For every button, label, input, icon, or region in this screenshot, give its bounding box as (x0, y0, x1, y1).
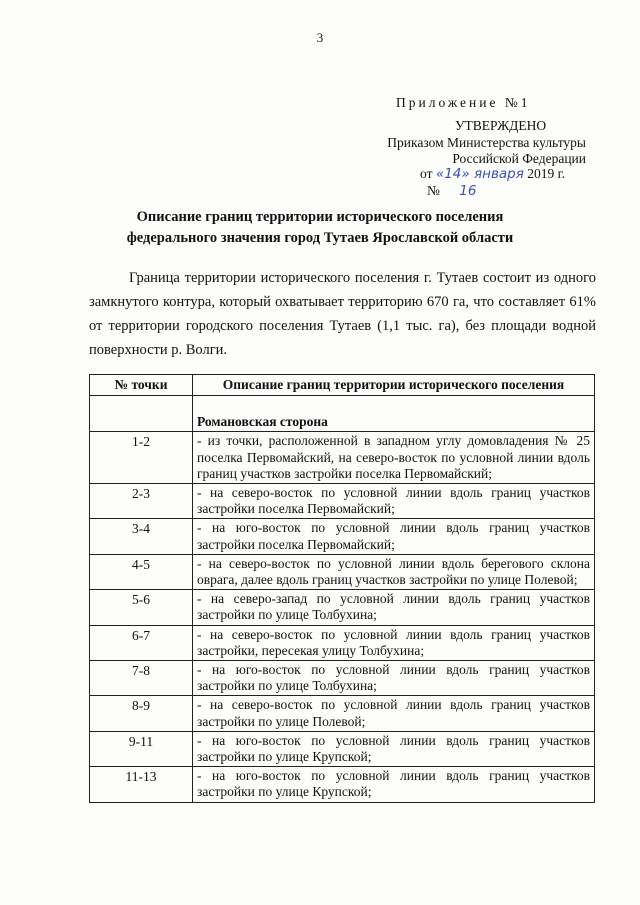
point-cell: 3-4 (90, 519, 193, 554)
description-cell: - на северо-запад по условной линии вдоль границ участков застройки по улице Толбухина; (193, 590, 595, 625)
table-row (90, 484, 595, 519)
approved-stamp-text: УТВЕРЖДЕНО (455, 118, 547, 133)
title-line-2: федерального значения город Тутаев Ярославской области (126, 230, 514, 246)
intro-paragraph: Граница территории исторического поселения г. Тутаев состоит из одного замкнутого контура, который охватывает территорию 670 га, что составляет 61% от территории городского поселения Тутаев (1,1 тыс. га), без площади водной поверхности р. Волги. (89, 270, 596, 358)
description-cell: - на северо-восток по условной линии вдоль границ участков застройки по улице Полевой; (193, 696, 595, 731)
boundary-table (89, 374, 595, 803)
description-cell: - на юго-восток по условной линии вдоль границ участков застройки по улице Крупской; (193, 731, 595, 766)
page-number: 3 (316, 30, 324, 45)
description-cell: - на юго-восток по условной линии вдоль границ участков застройки по улице Крупской; (193, 767, 595, 802)
point-cell: 9-11 (90, 731, 193, 766)
description-cell: - на северо-восток по условной линии вдоль границ участков застройки поселка Первомайский; (193, 484, 595, 519)
date-prefix: от (420, 166, 433, 181)
table-row (90, 519, 595, 554)
document-title (0, 207, 640, 249)
section-title-cell (193, 396, 595, 432)
description-cell: - на юго-восток по условной линии вдоль границ участков застройки поселка Первомайский; (193, 519, 595, 554)
description-cell: - на юго-восток по условной линии вдоль границ участков застройки по улице Толбухина; (193, 661, 595, 696)
header-description: Описание границ территории исторического поселения (193, 375, 595, 396)
point-cell: 11-13 (90, 767, 193, 802)
table-row (90, 767, 595, 802)
point-cell: 1-2 (90, 432, 193, 484)
section-title: Романовская сторона (197, 414, 328, 430)
point-cell: 5-6 (90, 590, 193, 625)
point-cell: 4-5 (90, 554, 193, 589)
number-prefix: № (427, 183, 440, 198)
appendix-label: Приложение №1 (396, 95, 531, 110)
order-line-1: Приказом Министерства культуры (387, 135, 586, 150)
point-cell: 6-7 (90, 625, 193, 660)
title-line-1: Описание границ территории исторического поселения (136, 209, 504, 225)
point-cell: 2-3 (90, 484, 193, 519)
description-cell: - на северо-восток по условной линии вдоль берегового склона оврага, далее вдоль границ участков застройки по улице Полевой; (193, 554, 595, 589)
table-row (90, 661, 595, 696)
table-row (90, 625, 595, 660)
order-date (420, 166, 565, 182)
handwritten-number: 16 (459, 183, 477, 199)
table-row (90, 554, 595, 589)
section-point-cell (90, 396, 193, 432)
header-point: № точки (90, 375, 193, 396)
description-cell: - на северо-восток по условной линии вдоль границ участков застройки, пересекая улицу Толбухина; (193, 625, 595, 660)
date-suffix: 2019 г. (527, 166, 566, 181)
order-number (427, 183, 476, 199)
table-row (90, 590, 595, 625)
point-cell: 8-9 (90, 696, 193, 731)
table-row (90, 696, 595, 731)
handwritten-date: «14» января (435, 166, 524, 182)
table-header-row (90, 375, 595, 396)
order-line-2: Российской Федерации (452, 151, 586, 166)
point-cell: 7-8 (90, 661, 193, 696)
description-cell: - из точки, расположенной в западном углу домовладения № 25 поселка Первомайский, на северо-восток по условной линии вдоль границ участков застройки поселка Первомайский; (193, 432, 595, 484)
section-row (90, 396, 595, 432)
table-row (90, 731, 595, 766)
table-row (90, 432, 595, 484)
